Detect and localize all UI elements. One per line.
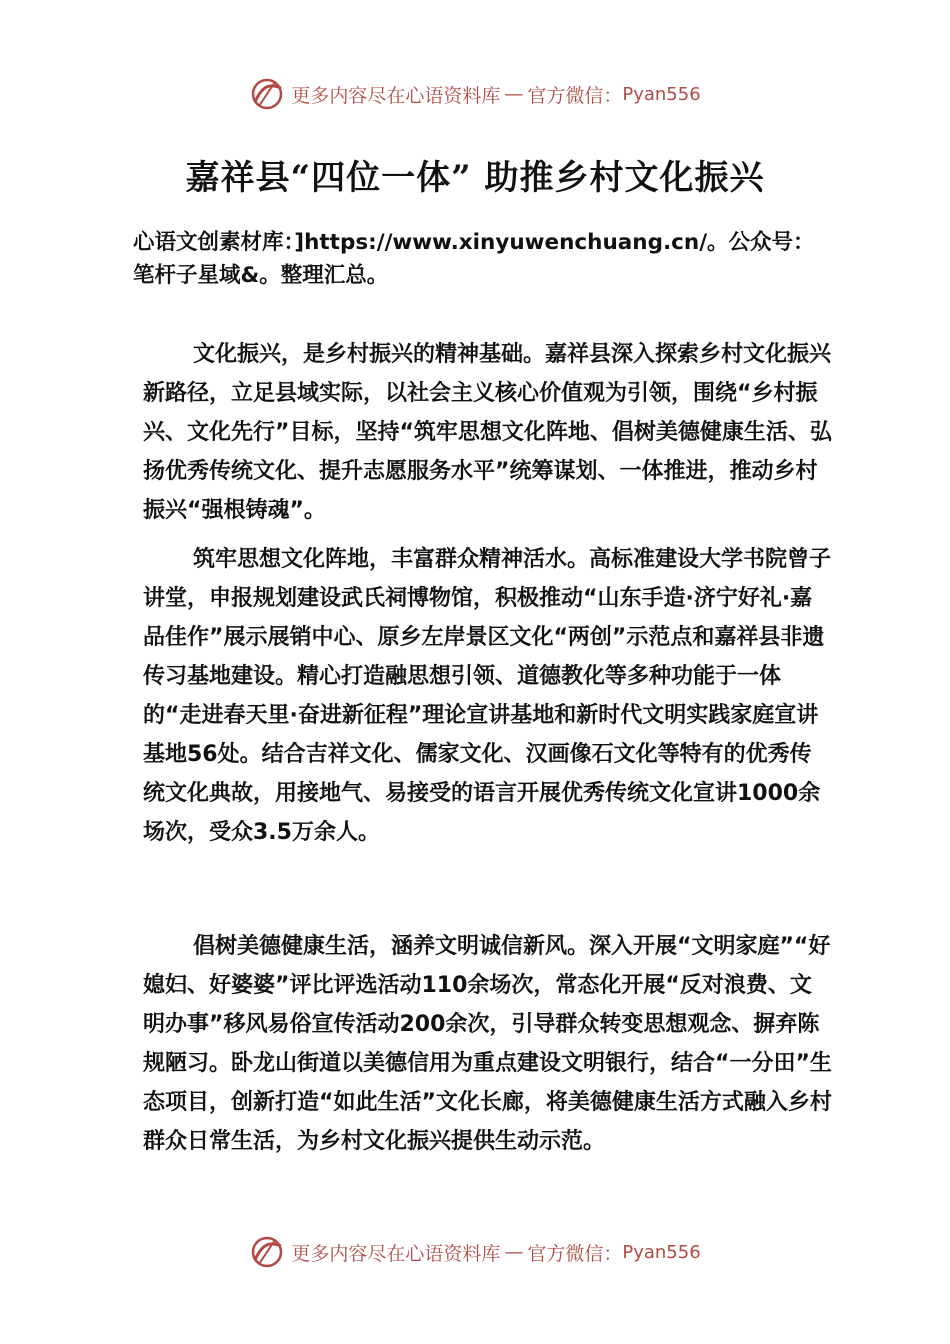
banner-text: 更多内容尽在心语资料库 [291, 84, 501, 107]
paragraph-1 [143, 335, 833, 530]
paragraph-3 [143, 927, 833, 1161]
paragraph-text: 文化振兴，是乡村振兴的精神基础。嘉祥县深入探索乡村文化振兴新路径，立足县域实际，以社会主义核心价值观为引领，围绕“乡村振兴、文化先行”目标，坚持“筑牢思想文化阵地、倡树美德健康生活、弘扬优秀传统文化、提升志愿服务水平”统筹谋划、一体推进，推动乡村振兴“强根铸魂”。 [143, 342, 832, 523]
article-title: 嘉祥县“四位一体” 助推乡村文化振兴 [185, 158, 765, 198]
banner-text: 更多内容尽在心语资料库 [291, 1242, 501, 1265]
footer-banner [0, 1230, 950, 1274]
banner-wechat-id: Pyan556 [622, 83, 701, 105]
source-note: 心语文创素材库：]https://www.xinyuwenchuang.cn/。公众号：笔杆子星域&。整理汇总。 [133, 230, 815, 288]
xinyu-logo-icon [249, 1234, 285, 1270]
xinyu-logo-icon [249, 76, 285, 112]
banner-separator: — [504, 1241, 524, 1263]
banner-wechat-label: 官方微信： [527, 84, 623, 107]
banner-wechat-label: 官方微信： [527, 1242, 623, 1265]
banner-separator: — [504, 83, 524, 105]
header-banner [0, 72, 950, 116]
paragraph-2 [143, 540, 833, 852]
banner-wechat-id: Pyan556 [622, 1241, 701, 1263]
paragraph-text: 筑牢思想文化阵地，丰富群众精神活水。高标准建设大学书院曾子讲堂，申报规划建设武氏祠博物馆，积极推动“山东手造·济宁好礼·嘉品佳作”展示展销中心、原乡左岸景区文化“两创”示范点和嘉祥县非遗传习基地建设。精心打造融思想引领、道德教化等多种功能于一体的“走进春天里·奋进新征程”理论宣讲基地和新时代文明实践家庭宣讲基地56处。结合吉祥文化、儒家文化、汉画像石文化等特有的优秀传统文化典故，用接地气、易接受的语言开展优秀传统文化宣讲1000余场次，受众3.5万余人。 [143, 547, 832, 845]
paragraph-text: 倡树美德健康生活，涵养文明诚信新风。深入开展“文明家庭”“好媳妇、好婆婆”评比评选活动110余场次，常态化开展“反对浪费、文明办事”移风易俗宣传活动200余次，引导群众转变思想观念、摒弃陈规陋习。卧龙山街道以美德信用为重点建设文明银行，结合“一分田”生态项目，创新打造“如此生活”文化长廊，将美德健康生活方式融入乡村群众日常生活，为乡村文化振兴提供生动示范。 [143, 934, 832, 1154]
